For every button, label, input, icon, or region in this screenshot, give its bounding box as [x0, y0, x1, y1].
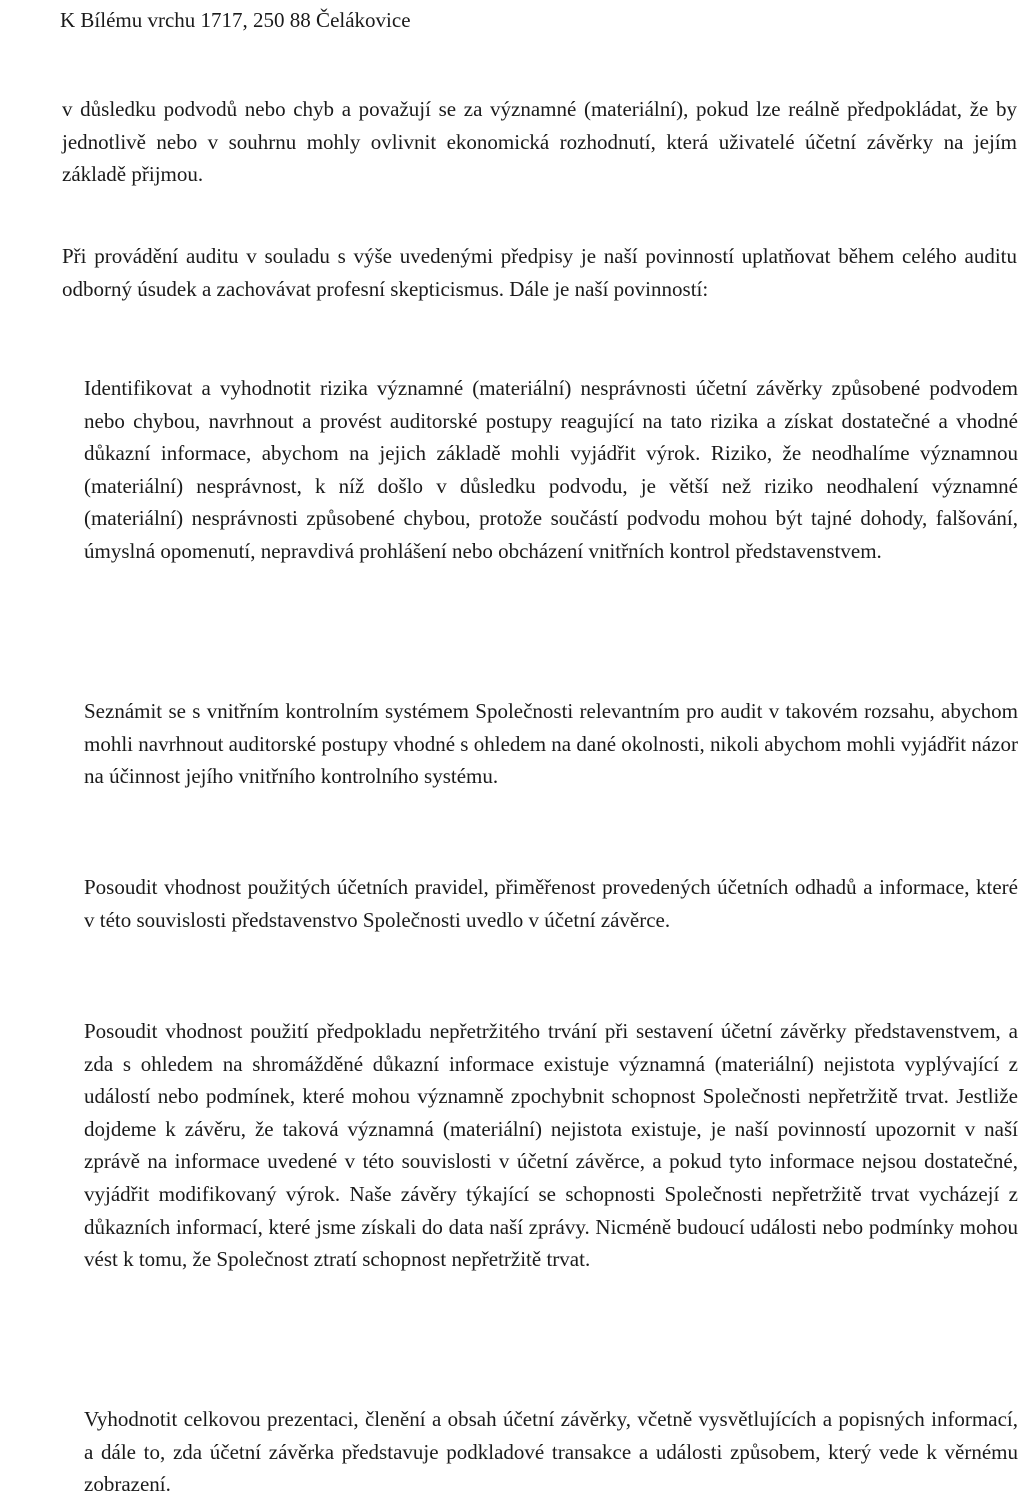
duty-overall-presentation: Vyhodnotit celkovou prezentaci, členění a obsah účetní závěrky, včetně vysvětlujících a popisných informací, a dále to, zda účetní závěrka představuje podkladové transakce a události způsobem, který vede k věrnému zobrazení.	[84, 1407, 1018, 1497]
header-address: K Bílému vrchu 1717, 250 88 Čelákovice	[60, 8, 411, 32]
duty-accounting-policies: Posoudit vhodnost použitých účetních pravidel, přiměřenost provedených účetních odhadů a informace, které v této souvislosti představenstvo Společnosti uvedlo v účetní závěrce.	[84, 875, 1018, 932]
duty-internal-control: Seznámit se s vnitřním kontrolním systémem Společnosti relevantním pro audit v takovém rozsahu, abychom mohli navrhnout auditorské postupy vhodné s ohledem na dané okolnosti, nikoli abychom mohli vyjádřit názor na účinnost jejího vnitřního kontrolního systému.	[84, 699, 1018, 789]
duty-identify-risks: Identifikovat a vyhodnotit rizika významné (materiální) nesprávnosti účetní závěrky způsobené podvodem nebo chybou, navrhnout a provést auditorské postupy reagující na tato rizika a získat dostatečné a vhodné důkazní informace, abychom na jejich základě mohli vyjádřit výrok. Riziko, že neodhalíme významnou (materiální) nesprávnost, k níž došlo v důsledku podvodu, je větší než riziko neodhalení významné (materiální) nesprávnosti způsobené chybou, protože součástí podvodu mohou být tajné dohody, falšování, úmyslná opomenutí, nepravdivá prohlášení nebo obcházení vnitřních kontrol představenstvem.	[84, 376, 1018, 563]
paragraph-materiality: v důsledku podvodů nebo chyb a považují se za významné (materiální), pokud lze reálně předpokládat, že by jednotlivě nebo v souhrnu mohly ovlivnit ekonomická rozhodnutí, která uživatelé účetní závěrky na jejím základě přijmou.	[62, 97, 1017, 187]
duty-going-concern: Posoudit vhodnost použití předpokladu nepřetržitého trvání při sestavení účetní závěrky představenstvem, a zda s ohledem na shromážděné důkazní informace existuje významná (materiální) nejistota vyplývající z událostí nebo podmínek, které mohou významně zpochybnit schopnost Společnosti nepřetržitě trvat. Jestliže dojdeme k závěru, že taková významná (materiální) nejistota existuje, je naší povinností upozornit v naší zprávě na informace uvedené v této souvislosti v účetní závěrce, a pokud tyto informace nejsou dostatečné, vyjádřit modifikovaný výrok. Naše závěry týkající se schopnosti Společnosti nepřetržitě trvat vycházejí z důkazních informací, které jsme získali do data naší zprávy. Nicméně budoucí události nebo podmínky mohou vést k tomu, že Společnost ztratí schopnost nepřetržitě trvat.	[84, 1019, 1018, 1272]
paragraph-audit-duties-intro: Při provádění auditu v souladu s výše uvedenými předpisy je naší povinností uplatňovat během celého auditu odborný úsudek a zachovávat profesní skepticismus. Dále je naší povinností:	[62, 244, 1017, 301]
